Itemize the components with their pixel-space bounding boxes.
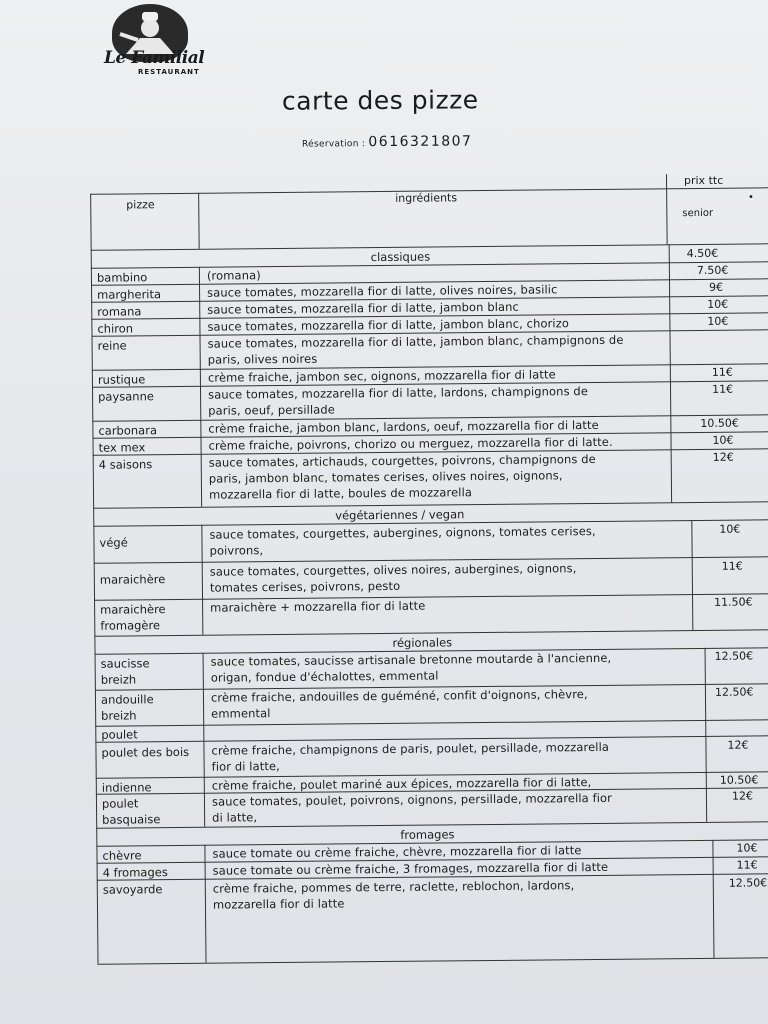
pizza-ingredients: (romana) xyxy=(206,268,261,283)
pizza-price: 10.50€ xyxy=(700,416,739,430)
pizza-ingredients-line2: mozzarella fior di latte xyxy=(212,896,345,912)
pizza-name: poulet xyxy=(101,796,139,811)
pizza-name: savoyarde xyxy=(102,882,163,897)
pizza-price: 12€ xyxy=(727,738,749,752)
pizza-ingredients: sauce tomates, mozzarella fior di latte, jambon blanc, champignons de xyxy=(207,332,624,351)
header-pizze: pizze xyxy=(126,198,155,212)
logo-subtitle: RESTAURANT xyxy=(138,68,200,76)
pizza-name: bambino xyxy=(96,270,148,285)
pizza-name: chèvre xyxy=(102,848,142,863)
pizza-ingredients: crème fraiche, poivrons, chorizo ou merguez, mozzarella fior di latte. xyxy=(208,434,613,453)
pizza-ingredients-line2: paris, olives noires xyxy=(207,351,318,367)
header-price: prix ttc xyxy=(684,174,724,187)
pizza-name-line2: basquaise xyxy=(102,812,161,827)
page-title: carte des pizze xyxy=(281,85,479,116)
pizza-ingredients-line2: paris, oeuf, persillade xyxy=(208,402,336,418)
pizza-name: 4 saisons xyxy=(98,457,153,472)
pizza-price: 11€ xyxy=(721,559,743,573)
pizza-ingredients: sauce tomates, artichauds, courgettes, poivrons, champignons de xyxy=(208,451,596,470)
section-vegetariennes: végétariennes / vegan xyxy=(335,507,465,523)
pizza-ingredients: sauce tomates, saucisse artisanale bretonne moutarde à l'ancienne, xyxy=(210,650,612,669)
pizza-name: végé xyxy=(99,535,128,550)
pizza-name: margherita xyxy=(97,287,162,302)
pizza-name: rustique xyxy=(97,372,146,387)
pizza-ingredients: sauce tomates, mozzarella fior di latte, lardons, champignons de xyxy=(207,384,589,402)
pizza-ingredients-line2: di latte, xyxy=(212,810,258,825)
pizza-name-line2: breizh xyxy=(100,672,137,687)
pizza-name-line2: breizh xyxy=(101,708,137,723)
table-bottom-border xyxy=(98,957,768,965)
pizza-ingredients: crème fraiche, champignons de paris, poulet, persillade, mozzarella xyxy=(211,739,610,758)
pizza-price: 12.50€ xyxy=(714,685,754,699)
pizza-ingredients-line3: mozzarella fior di latte, boules de mozzarella xyxy=(208,485,473,502)
logo-name: Le Familial xyxy=(104,48,205,68)
pizza-price: 11€ xyxy=(711,365,733,379)
pizza-ingredients: crème fraiche, jambon sec, oignons, mozzarella fior di latte xyxy=(207,367,556,385)
pizza-price: 9€ xyxy=(708,280,724,294)
pizza-price: 12.50€ xyxy=(728,876,768,890)
pizza-ingredients: crème fraiche, poulet mariné aux épices, mozzarella fior di latte, xyxy=(211,775,592,793)
pizza-name: tex mex xyxy=(98,440,146,455)
pizza-price: 11€ xyxy=(711,382,734,396)
pizza-ingredients-line2: fior di latte, xyxy=(211,759,280,774)
pizza-ingredients-line2: emmental xyxy=(211,706,271,721)
pizza-name: poulet xyxy=(101,727,138,742)
pizza-ingredients: sauce tomates, mozzarella fior di latte, jambon blanc, chorizo xyxy=(207,316,570,334)
pizza-ingredients: maraichère + mozzarella fior di latte xyxy=(210,598,426,615)
pizza-ingredients: sauce tomates, courgettes, olives noires, aubergines, oignons, xyxy=(209,561,577,579)
pizza-ingredients: sauce tomates, courgettes, aubergines, oignons, tomates cerises, xyxy=(209,523,596,542)
header-dot: • xyxy=(748,192,754,203)
pizza-ingredients-line2: tomates cerises, poivrons, pesto xyxy=(209,578,401,595)
pizza-name: chiron xyxy=(97,321,134,336)
pizza-name: indienne xyxy=(101,780,152,795)
pizza-price: 10€ xyxy=(707,297,729,311)
pizza-price: 12€ xyxy=(712,450,734,464)
pizza-price: 10.50€ xyxy=(719,773,759,787)
header-senior: senior xyxy=(682,207,714,220)
pizza-price: 10€ xyxy=(707,314,729,328)
pizza-name: paysanne xyxy=(98,389,154,404)
pizza-ingredients-line2: origan, fondue d'échalottes, emmental xyxy=(210,668,439,685)
pizza-name-line2: fromagère xyxy=(100,618,161,633)
pizza-ingredients: sauce tomate ou crème fraiche, 3 fromages, mozzarella fior di latte xyxy=(212,859,609,878)
pizza-name: carbonara xyxy=(98,423,158,438)
header-ingredients: ingrédients xyxy=(395,191,458,205)
pizza-price: 10€ xyxy=(712,433,734,447)
reservation-phone: 0616321807 xyxy=(368,133,473,151)
pizza-price: 7.50€ xyxy=(696,263,729,277)
pizza-ingredients-line2: poivrons, xyxy=(209,543,264,558)
pizza-price: 11€ xyxy=(736,858,758,872)
reservation-label: Réservation : xyxy=(301,139,366,150)
section-fromages: fromages xyxy=(400,827,455,842)
reservation-line xyxy=(302,133,473,150)
pizza-name: romana xyxy=(97,304,142,319)
pizza-price: 12€ xyxy=(731,789,754,803)
pizza-ingredients: crème fraiche, pommes de terre, raclette, reblochon, lardons, xyxy=(212,878,575,896)
pizza-ingredients: sauce tomates, mozzarella fior di latte, olives noires, basilic xyxy=(207,282,558,300)
pizza-name: andouille xyxy=(100,692,154,707)
section-classiques: classiques xyxy=(370,249,431,265)
pizza-name: poulet des bois xyxy=(101,744,190,760)
pizza-ingredients: sauce tomate ou crème fraiche, chèvre, mozzarella fior di latte xyxy=(212,843,582,861)
header-divider-2 xyxy=(666,174,668,244)
pizza-ingredients: sauce tomates, mozzarella fior di latte, jambon blanc xyxy=(207,299,520,317)
pizza-ingredients-line2: paris, jambon blanc, tomates cerises, olives noires, oignons, xyxy=(208,468,563,486)
restaurant-logo xyxy=(100,4,210,84)
pizza-name: reine xyxy=(97,338,127,353)
pizza-price: 11.50€ xyxy=(714,595,753,609)
pizza-price: 10€ xyxy=(719,522,741,536)
pizza-name: 4 fromages xyxy=(102,865,168,880)
pizza-menu-table xyxy=(70,173,768,965)
pizza-ingredients: crème fraiche, jambon blanc, lardons, oeuf, mozzarella fior di latte xyxy=(208,417,599,436)
pizza-ingredients: sauce tomates, poulet, poivrons, oignons, persillade, mozzarella fior xyxy=(211,790,613,809)
section-regionales: régionales xyxy=(392,635,453,650)
pizza-price: 10€ xyxy=(736,841,758,855)
header-divider-1 xyxy=(198,193,200,249)
pizza-name: saucisse xyxy=(100,656,150,671)
pizza-name: maraichère xyxy=(100,602,166,617)
pizza-ingredients: crème fraiche, andouilles de guéméné, confit d'oignons, chèvre, xyxy=(210,687,588,705)
pizza-price: 12.50€ xyxy=(714,649,754,663)
section-classiques-price: 4.50€ xyxy=(686,246,719,261)
pizza-name: maraichère xyxy=(99,572,166,587)
